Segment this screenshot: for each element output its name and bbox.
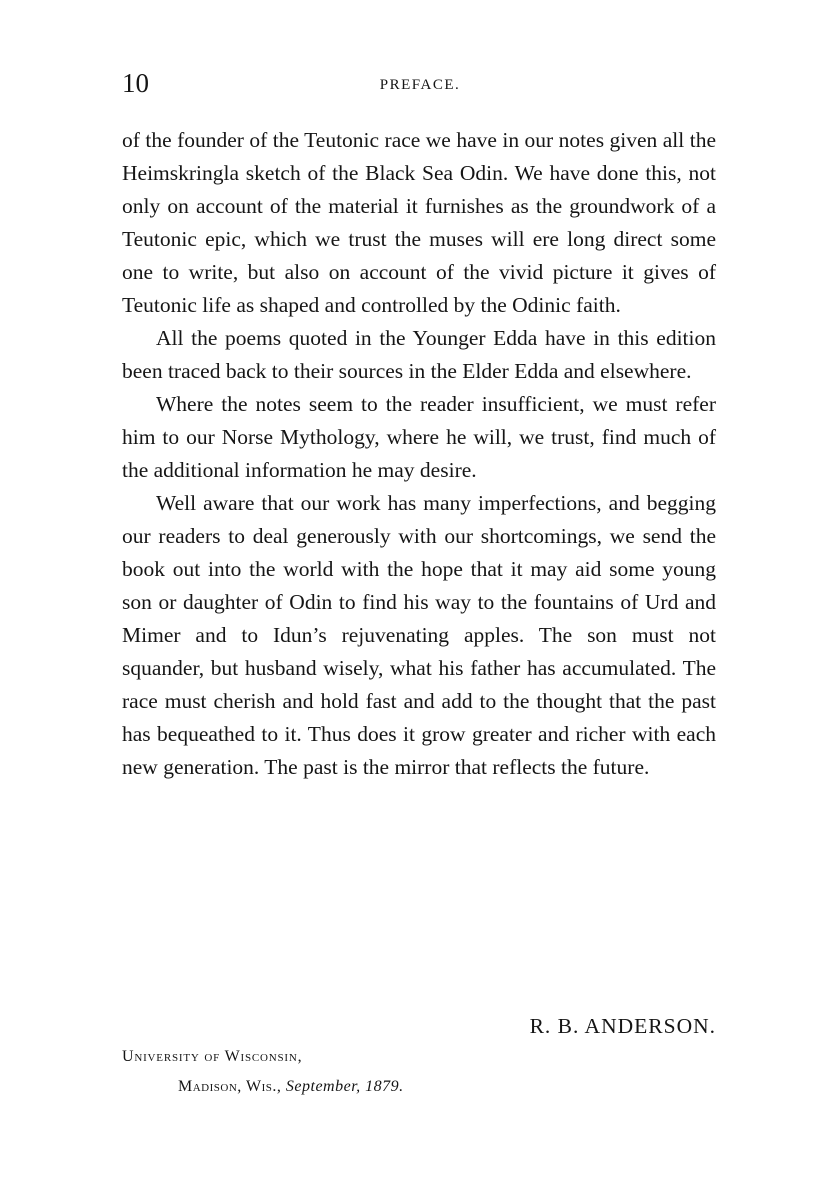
city-state: Madison, Wis., bbox=[178, 1078, 282, 1095]
paragraph: Well aware that our work has many imperfections, and begging our readers to deal generously with our shortcomings, we send the book out into the world with the hope that it may aid some young son or daughter of Odin to find his way to the fountains of Urd and Mimer and to Idun’s rejuvenating apples. The son must not squander, but husband wisely, what his father has accumulated. The race must cherish and hold fast and add to the thought that the past has bequeathed to it. Thus does it grow greater and richer with each new generation. The past is the mirror that reflects the future. bbox=[122, 491, 716, 779]
running-head: PREFACE. bbox=[379, 77, 461, 93]
dateline bbox=[178, 1072, 404, 1102]
preface-body bbox=[122, 124, 716, 784]
author-signature: R. B. ANDERSON. bbox=[529, 1014, 716, 1038]
paragraph: Where the notes seem to the reader insufficient, we must refer him to our Norse Mythology, where he will, we trust, find much of the additional information he may desire. bbox=[122, 392, 716, 482]
page-number: 10 bbox=[122, 68, 149, 98]
paragraph: of the founder of the Teutonic race we have in our notes given all the Heimskringla sketch of the Black Sea Odin. We have done this, not only on account of the material it furnishes as the groundwork of a Teutonic epic, which we trust the muses will ere long direct some one to write, but also on account of the vivid picture it gives of Teutonic life as shaped and controlled by the Odinic faith. bbox=[122, 128, 716, 317]
paragraph: All the poems quoted in the Younger Edda have in this edition been traced back to their sources in the Elder Edda and elsewhere. bbox=[122, 326, 716, 383]
institution-line: University of Wisconsin, bbox=[122, 1048, 303, 1065]
date: September, 1879. bbox=[285, 1078, 404, 1095]
